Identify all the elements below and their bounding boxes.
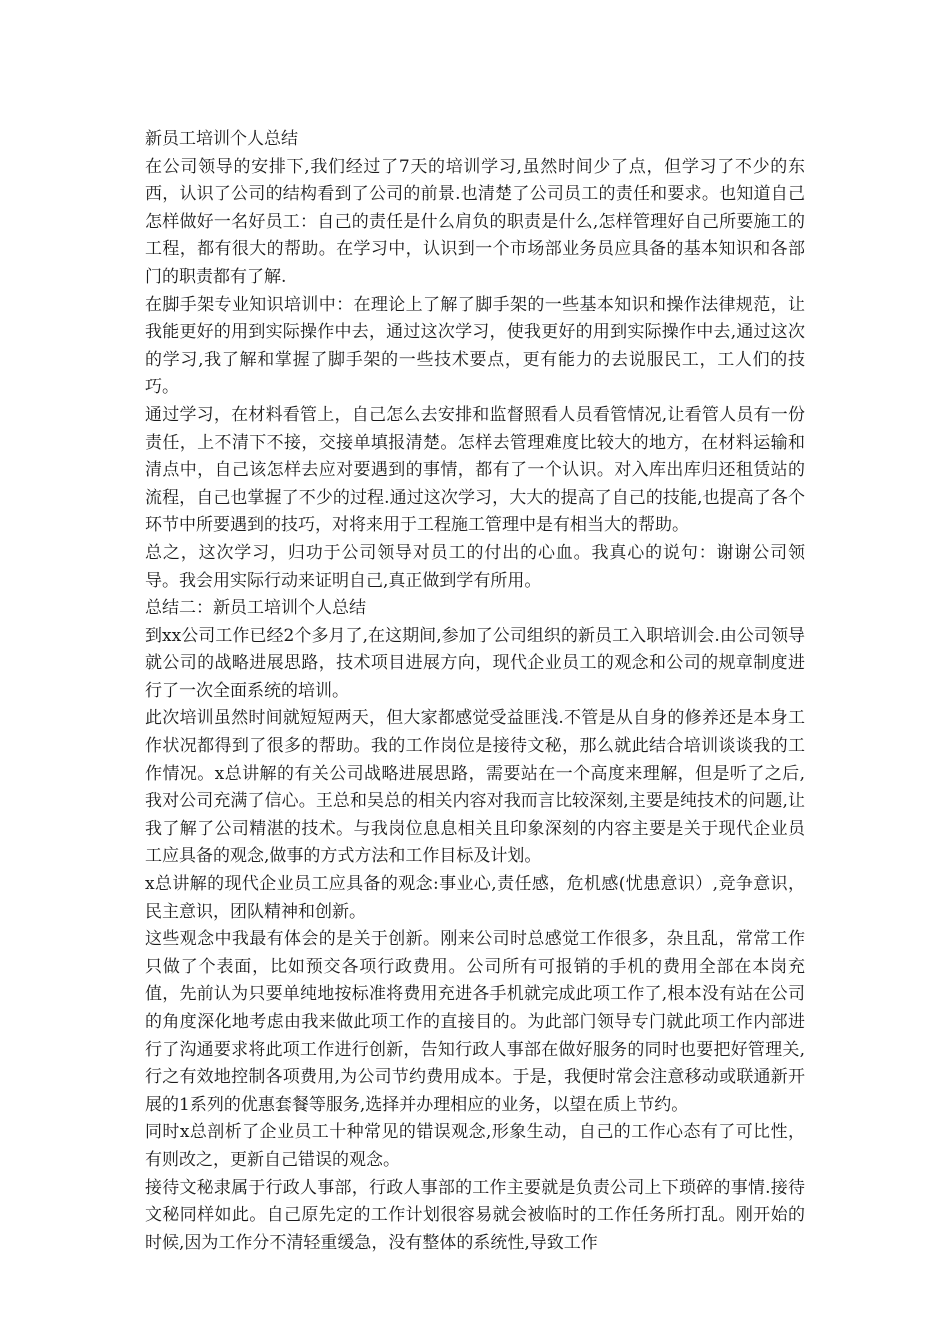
- paragraph-wrong-concepts: 同时x总剖析了企业员工十种常见的错误观念,形象生动，自己的工作心态有了可比性，有则改之，更新自己错误的观念。: [145, 1122, 805, 1170]
- paragraph-material-management: 通过学习，在材料看管上，自己怎么去安排和监督照看人员看管情况,让看管人员有一份责任，上不清下不接，交接单填报清楚。怎样去管理难度比较大的地方，在材料运输和清点中，自己该怎样去应对要遇到的事情，都有了一个认识。对入库出库归还租赁站的流程，自己也掌握了不少的过程.通过这次学习，大大的提高了自己的技能,也提高了各个环节中所要遇到的技巧，对将来用于工程施工管理中是有相当大的帮助。: [145, 404, 805, 536]
- document-title: 新员工培训个人总结: [145, 129, 298, 149]
- section-heading-summary-two: 总结二：新员工培训个人总结: [145, 598, 366, 619]
- paragraph-reception-secretary: 接待文秘隶属于行政人事部，行政人事部的工作主要就是负责公司上下琐碎的事情.接待文秘同样如此。自己原先定的工作计划很容易就会被临时的工作任务所打乱。刚开始的时候,因为工作分不清轻重缓急，没有整体的系统性,导致工作: [145, 1177, 805, 1253]
- paragraph-scaffolding-training: 在脚手架专业知识培训中：在理论上了解了脚手架的一些基本知识和操作法律规范，让我能更好的用到实际操作中去，通过这次学习，使我更好的用到实际操作中去,通过这次的学习,我了解和掌握了脚手架的一些技术要点，更有能力的去说服民工，工人们的技巧。: [145, 294, 805, 398]
- paragraph-conclusion: 总之，这次学习，归功于公司领导对员工的付出的心血。我真心的说句：谢谢公司领导。我会用实际行动来证明自己,真正做到学有所用。: [145, 542, 805, 591]
- paragraph-induction-meeting: 到xx公司工作已经2个多月了,在这期间,参加了公司组织的新员工入职培训会.由公司领导就公司的战略进展思路，技术项目进展方向，现代企业员工的观念和公司的规章制度进行了一次全面系统的培训。: [145, 625, 805, 701]
- paragraph-employee-concepts: x总讲解的现代企业员工应具备的观念:事业心,责任感，危机感(忧患意识）,竞争意识，民主意识，团队精神和创新。: [145, 874, 805, 922]
- paragraph-training-benefits: 此次培训虽然时间就短短两天，但大家都感觉受益匪浅.不管是从自身的修养还是本身工作状况都得到了很多的帮助。我的工作岗位是接待文秘，那么就此结合培训谈谈我的工作情况。x总讲解的有关公司战略进展思路，需要站在一个高度来理解，但是听了之后,我对公司充满了信心。王总和吴总的相关内容对我而言比较深刻,主要是纯技术的问题,让我了解了公司精湛的技术。与我岗位息息相关且印象深刻的内容主要是关于现代企业员工应具备的观念,做事的方式方法和工作目标及计划。: [145, 708, 805, 867]
- document-page: [145, 126, 805, 1257]
- paragraph-training-overview: 在公司领导的安排下,我们经过了7天的培训学习,虽然时间少了点，但学习了不少的东西，认识了公司的结构看到了公司的前景.也清楚了公司员工的责任和要求。也知道自己怎样做好一名好员工：自己的责任是什么肩负的职责是什么,怎样管理好自己所要施工的工程，都有很大的帮助。在学习中，认识到一个市场部业务员应具备的基本知识和各部门的职责都有了解.: [145, 156, 805, 287]
- paragraph-innovation: 这些观念中我最有体会的是关于创新。刚来公司时总感觉工作很多，杂且乱，常常工作只做了个表面，比如预交各项行政费用。公司所有可报销的手机的费用全部在本岗充值，先前认为只要单纯地按标准将费用充进各手机就完成此项工作了,根本没有站在公司的角度深化地考虑由我来做此项工作的直接目的。为此部门领导专门就此项工作内部进行了沟通要求将此项工作进行创新，告知行政人事部在做好服务的同时也要把好管理关,行之有效地控制各项费用,为公司节约费用成本。于是，我便时常会注意移动或联通新开展的1系列的优惠套餐等服务,选择并办理相应的业务，以望在质上节约。: [145, 929, 805, 1115]
